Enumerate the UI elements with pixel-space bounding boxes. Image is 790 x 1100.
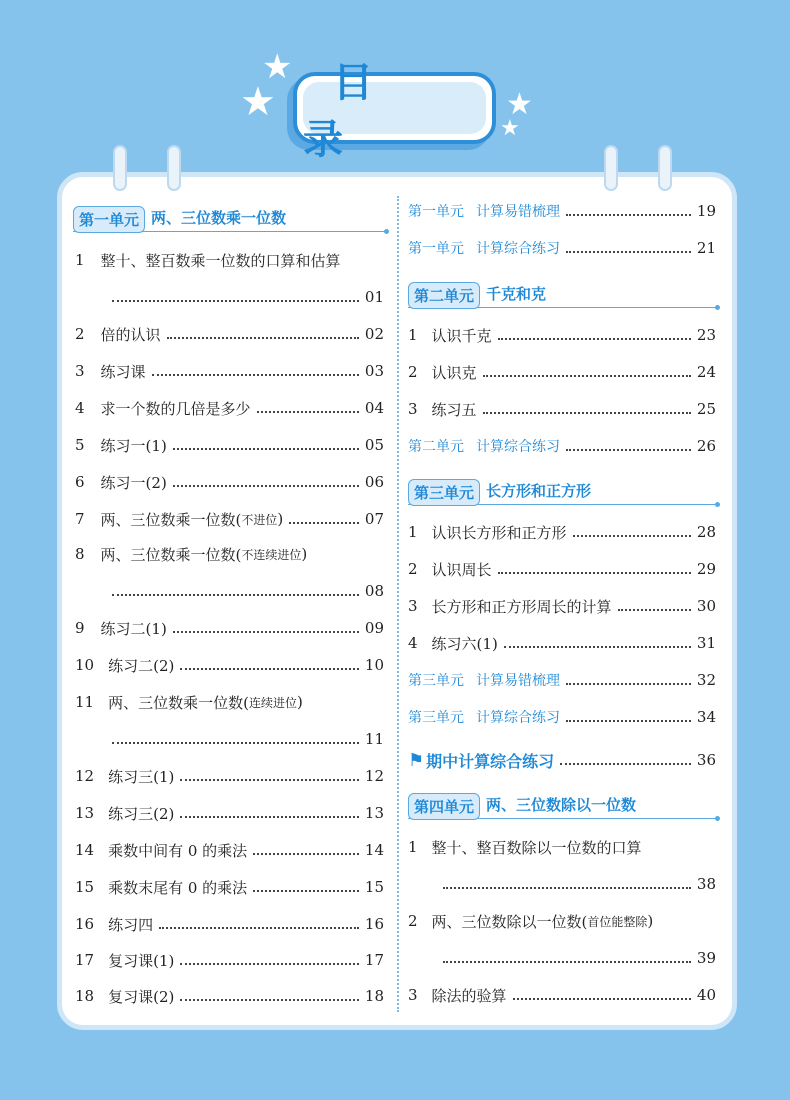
unit-summary-entry[interactable] (408, 433, 716, 459)
entry-page: 25 (696, 400, 716, 418)
entry-title: 两、三位数乘一位数( (100, 545, 242, 564)
unit-heading (408, 791, 716, 819)
entry-page: 31 (696, 634, 716, 652)
entry-page: 23 (696, 326, 716, 344)
entry-page: 14 (364, 841, 384, 859)
toc-entry[interactable] (75, 874, 384, 900)
unit-name: 长方形和正方形 (486, 482, 592, 500)
toc-entry[interactable] (75, 395, 384, 421)
entry-title: 除法的验算 (431, 986, 507, 1005)
entry-title: 认识周长 (431, 560, 492, 579)
entry-number: 13 (75, 804, 95, 822)
entry-number: 2 (408, 912, 418, 930)
entry-page: 17 (364, 951, 384, 969)
entry-number: 17 (75, 951, 95, 969)
unit-tag: 第一单元 (73, 206, 145, 233)
entry-page: 05 (364, 436, 384, 454)
entry-title-end: ) (301, 545, 308, 563)
binder-ring (658, 145, 672, 191)
entry-page: 08 (364, 582, 384, 600)
entry-page: 12 (364, 767, 384, 785)
toc-entry[interactable] (408, 556, 716, 582)
entry-title: 两、三位数乘一位数( (100, 510, 242, 529)
toc-entry[interactable] (408, 630, 716, 656)
title-box (293, 60, 496, 163)
toc-entry[interactable] (408, 908, 716, 934)
entry-page: 32 (696, 671, 716, 689)
entry-number: 1 (408, 838, 418, 856)
entry-number: 7 (75, 510, 85, 528)
summary-name: 计算易错梳理 (476, 204, 560, 220)
entry-page: 02 (364, 325, 384, 343)
entry-title: 认识千克 (431, 326, 492, 345)
entry-page: 16 (364, 915, 384, 933)
toc-entry[interactable] (408, 593, 716, 619)
entry-title: 练习六(1) (431, 634, 498, 653)
summary-unit: 第一单元 (408, 204, 464, 220)
toc-entry[interactable] (408, 982, 716, 1008)
midterm-name: 期中计算综合练习 (426, 751, 555, 771)
binder-ring (167, 145, 181, 191)
unit-summary-entry[interactable] (408, 667, 716, 693)
entry-title: 整十、整百数乘一位数的口算和估算 (100, 251, 341, 270)
unit-name: 两、三位数除以一位数 (486, 796, 637, 814)
entry-number: 16 (75, 915, 95, 933)
entry-title: 练习二(1) (100, 619, 167, 638)
flag-icon: ⚑ (408, 749, 425, 771)
unit-name: 千克和克 (486, 285, 547, 303)
toc-entry[interactable] (75, 837, 384, 863)
entry-number: 3 (408, 597, 418, 615)
entry-title: 练习四 (108, 915, 154, 934)
entry-number: 4 (408, 634, 418, 652)
entry-title: 乘数中间有 0 的乘法 (108, 841, 248, 860)
entry-page: 24 (696, 363, 716, 381)
unit-heading (73, 204, 385, 232)
toc-entry-continuation[interactable] (443, 945, 716, 971)
toc-entry[interactable] (408, 519, 716, 545)
entry-page: 01 (364, 288, 384, 306)
entry-page: 11 (364, 730, 384, 748)
toc-entry[interactable] (75, 469, 384, 495)
summary-name: 计算易错梳理 (476, 673, 560, 689)
entry-page: 07 (364, 510, 384, 528)
entry-title: 练习三(2) (108, 804, 175, 823)
entry-page: 13 (364, 804, 384, 822)
entry-number: 8 (75, 545, 85, 563)
entry-number: 2 (408, 560, 418, 578)
entry-number: 15 (75, 878, 95, 896)
entry-number: 11 (75, 693, 95, 711)
summary-name: 计算综合练习 (476, 241, 560, 257)
entry-page: 36 (696, 751, 716, 769)
entry-title: 复习课(2) (108, 987, 175, 1006)
toc-entry[interactable] (75, 947, 384, 973)
entry-title-note: 不进位 (241, 512, 278, 527)
unit-tag: 第二单元 (408, 282, 480, 309)
entry-number: 10 (75, 656, 95, 674)
summary-name: 计算综合练习 (476, 439, 560, 455)
entry-number: 3 (408, 986, 418, 1004)
unit-heading (408, 477, 716, 505)
unit-summary-entry[interactable] (408, 704, 716, 730)
toc-entry[interactable] (75, 983, 384, 1009)
toc-entry[interactable] (408, 322, 716, 348)
star-icon: ★ (262, 47, 293, 87)
entry-title: 练习三(1) (108, 767, 175, 786)
entry-number: 3 (75, 362, 85, 380)
entry-number: 2 (408, 363, 418, 381)
unit-name: 两、三位数乘一位数 (151, 209, 287, 227)
entry-title: 练习一(1) (100, 436, 167, 455)
entry-page: 06 (364, 473, 384, 491)
toc-entry[interactable] (75, 321, 384, 347)
entry-number: 1 (408, 523, 418, 541)
toc-entry-continuation[interactable] (112, 578, 384, 604)
page-title: 目 录 (303, 82, 486, 134)
star-icon: ★ (506, 87, 533, 122)
unit-heading (408, 280, 716, 308)
entry-page: 04 (364, 399, 384, 417)
binder-ring (113, 145, 127, 191)
toc-entry[interactable] (408, 359, 716, 385)
toc-entry[interactable] (75, 247, 375, 273)
toc-entry[interactable] (75, 432, 384, 458)
entry-title: 长方形和正方形周长的计算 (431, 597, 612, 616)
unit-tag: 第四单元 (408, 793, 480, 820)
entry-number: 18 (75, 987, 95, 1005)
summary-unit: 第一单元 (408, 241, 464, 257)
star-icon: ★ (500, 116, 520, 141)
entry-page: 30 (696, 597, 716, 615)
entry-title: 复习课(1) (108, 951, 175, 970)
unit-tag: 第三单元 (408, 479, 480, 506)
entry-title: 练习课 (100, 362, 146, 381)
entry-number: 1 (75, 251, 85, 269)
entry-number: 3 (408, 400, 418, 418)
entry-title: 认识长方形和正方形 (431, 523, 567, 542)
toc-entry[interactable] (75, 506, 384, 532)
entry-number: 6 (75, 473, 85, 491)
entry-number: 14 (75, 841, 95, 859)
entry-number: 2 (75, 325, 85, 343)
entry-page: 38 (696, 875, 716, 893)
entry-title: 整十、整百数除以一位数的口算 (431, 838, 642, 857)
entry-page: 34 (696, 708, 716, 726)
binder-ring (604, 145, 618, 191)
entry-page: 40 (696, 986, 716, 1004)
toc-entry[interactable] (75, 652, 384, 678)
entry-number: 5 (75, 436, 85, 454)
unit-summary-entry[interactable] (408, 235, 716, 261)
entry-title: 倍的认识 (100, 325, 161, 344)
entry-title-end: ) (647, 912, 654, 930)
toc-entry[interactable] (75, 358, 384, 384)
entry-title: 练习一(2) (100, 473, 167, 492)
entry-title-note: 不连续进位 (241, 547, 302, 562)
entry-number: 4 (75, 399, 85, 417)
entry-page: 39 (696, 949, 716, 967)
entry-title: 认识克 (431, 363, 477, 382)
toc-entry[interactable] (408, 396, 716, 422)
summary-unit: 第三单元 (408, 710, 464, 726)
entry-page: 10 (364, 656, 384, 674)
midterm-entry[interactable] (408, 746, 716, 774)
entry-title: 练习二(2) (108, 656, 175, 675)
entry-page: 15 (364, 878, 384, 896)
entry-page: 21 (696, 239, 716, 257)
entry-page: 03 (364, 362, 384, 380)
toc-entry[interactable] (75, 800, 384, 826)
entry-number: 12 (75, 767, 95, 785)
summary-unit: 第三单元 (408, 673, 464, 689)
toc-entry[interactable] (75, 541, 384, 567)
entry-page: 26 (696, 437, 716, 455)
entry-number: 1 (408, 326, 418, 344)
toc-entry-continuation[interactable] (112, 284, 384, 310)
entry-page: 19 (696, 202, 716, 220)
summary-unit: 第二单元 (408, 439, 464, 455)
toc-entry[interactable] (75, 615, 384, 641)
entry-number: 9 (75, 619, 85, 637)
entry-title-end: ) (296, 693, 303, 711)
column-divider (397, 196, 399, 1012)
toc-entry[interactable] (75, 689, 384, 715)
toc-entry-continuation[interactable] (443, 871, 716, 897)
toc-entry-continuation[interactable] (112, 726, 384, 752)
entry-title-note: 首位能整除 (587, 914, 648, 929)
toc-entry[interactable] (75, 911, 384, 937)
entry-title: 练习五 (431, 400, 477, 419)
entry-title: 乘数末尾有 0 的乘法 (108, 878, 248, 897)
toc-entry[interactable] (75, 763, 384, 789)
entry-page: 18 (364, 987, 384, 1005)
entry-title: 两、三位数乘一位数( (108, 693, 249, 712)
entry-title: 求一个数的几倍是多少 (100, 399, 251, 418)
summary-name: 计算综合练习 (476, 710, 560, 726)
toc-entry[interactable] (408, 834, 716, 860)
unit-summary-entry[interactable] (408, 198, 716, 224)
entry-title-note: 连续进位 (248, 695, 297, 710)
entry-page: 29 (696, 560, 716, 578)
entry-page: 09 (364, 619, 384, 637)
star-icon: ★ (240, 79, 276, 125)
entry-title-end: ) (277, 510, 284, 528)
entry-page: 28 (696, 523, 716, 541)
entry-title: 两、三位数除以一位数( (431, 912, 588, 931)
